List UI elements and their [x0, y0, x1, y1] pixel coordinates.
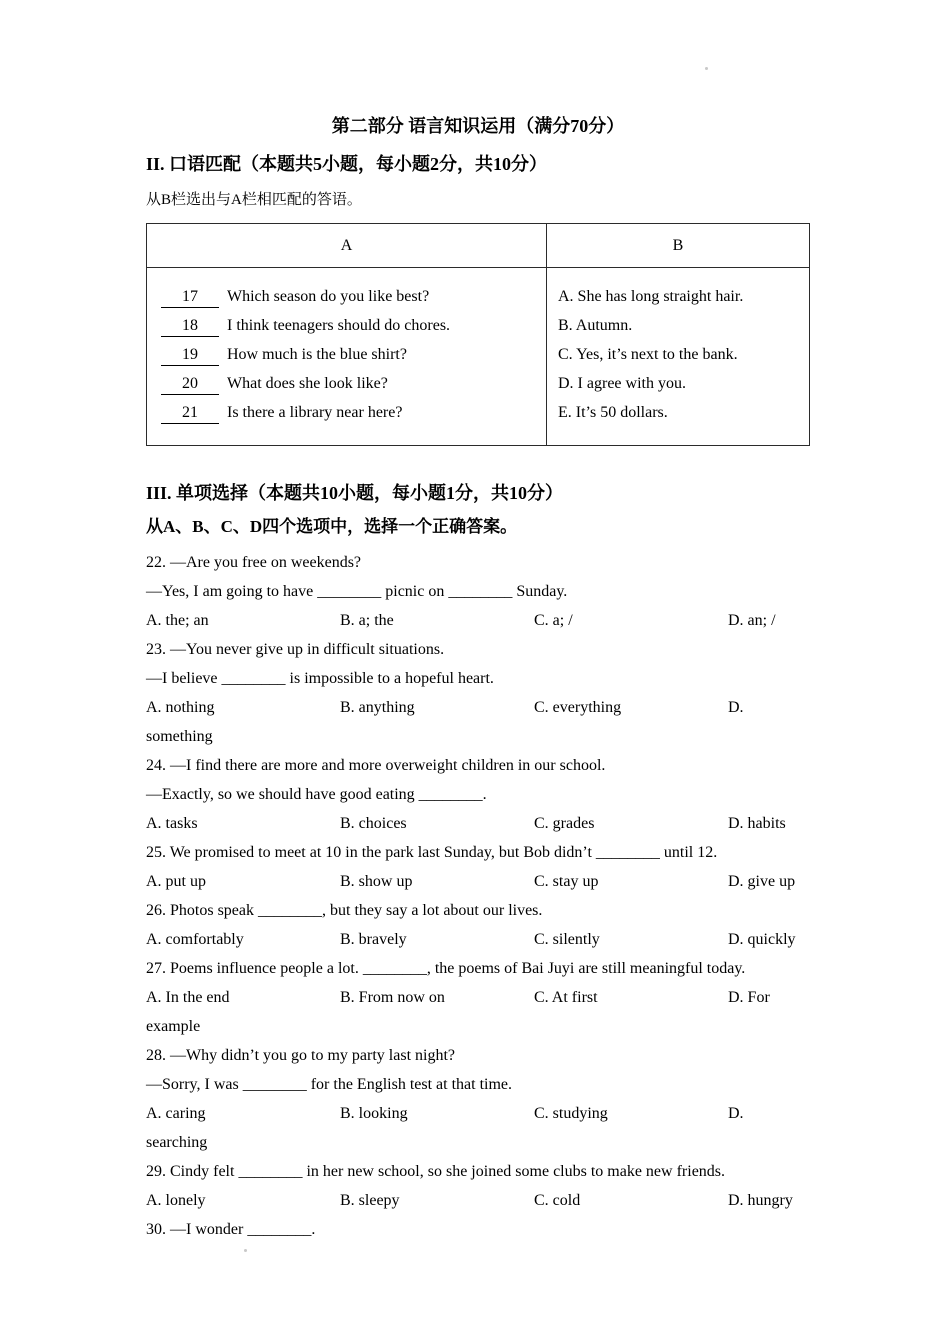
option-a: A. nothing: [146, 699, 215, 716]
match-answer: E. It’s 50 dollars.: [558, 404, 668, 421]
options-row: [146, 693, 810, 722]
match-question-text: Is there a library near here?: [227, 404, 403, 421]
option-b: B. show up: [340, 873, 413, 890]
question-stem-line: 23. —You never give up in difficult situations.: [146, 641, 445, 658]
question-stem-line: 27. Poems influence people a lot. ________, the poems of Bai Juyi are still meaningful today.: [146, 960, 746, 977]
question-stem-line: 25. We promised to meet at 10 in the park last Sunday, but Bob didn’t ________ until 12.: [146, 844, 718, 861]
option-d: D.: [728, 699, 744, 716]
column-b-header: B: [547, 224, 810, 268]
option-d: D. For: [728, 989, 770, 1006]
option-a: A. lonely: [146, 1192, 206, 1209]
section3-instruction: 从A、B、C、D四个选项中，选择一个正确答案。: [146, 517, 518, 536]
question-22: [146, 548, 810, 635]
option-c: C. a; /: [534, 612, 573, 629]
section2-heading: II. 口语匹配（本题共5小题，每小题2分，共10分）: [146, 154, 548, 174]
question-25: [146, 838, 810, 896]
table-header-row: [147, 224, 810, 268]
question-stem-line: 22. —Are you free on weekends?: [146, 554, 362, 571]
option-d: D. habits: [728, 815, 786, 832]
option-b: B. anything: [340, 699, 415, 716]
answer-blank: 19: [161, 345, 219, 366]
option-a: A. put up: [146, 873, 206, 890]
match-question-text: How much is the blue shirt?: [227, 346, 407, 363]
section2-instruction: 从B栏选出与A栏相匹配的答语。: [146, 192, 362, 208]
option-c: C. cold: [534, 1192, 581, 1209]
matching-table: [146, 223, 810, 446]
option-b: B. a; the: [340, 612, 394, 629]
scan-artifact-dot: [705, 67, 708, 70]
option-c: C. grades: [534, 815, 595, 832]
question-24: [146, 751, 810, 838]
match-question: [161, 340, 538, 369]
question-stem-line: —Yes, I am going to have ________ picnic on ________ Sunday.: [146, 583, 568, 600]
question-26: [146, 896, 810, 954]
question-stem-line: 29. Cindy felt ________ in her new school, so she joined some clubs to make new friends.: [146, 1163, 726, 1180]
option-c: C. studying: [534, 1105, 608, 1122]
question-29: [146, 1157, 810, 1215]
option-c: C. silently: [534, 931, 600, 948]
options-row: [146, 1186, 810, 1215]
question-30: [146, 1215, 810, 1244]
option-c: C. everything: [534, 699, 622, 716]
question-stem-line: 28. —Why didn’t you go to my party last night?: [146, 1047, 456, 1064]
question-stem-line: —Sorry, I was ________ for the English test at that time.: [146, 1076, 513, 1093]
option-b: B. looking: [340, 1105, 408, 1122]
answer-blank: 21: [161, 403, 219, 424]
question-stem-line: 30. —I wonder ________.: [146, 1221, 316, 1238]
match-question-text: What does she look like?: [227, 375, 388, 392]
answer-blank: 18: [161, 316, 219, 337]
match-question: [161, 398, 538, 427]
option-a: A. In the end: [146, 989, 230, 1006]
answer-blank: 20: [161, 374, 219, 395]
match-question: [161, 282, 538, 311]
option-d: D.: [728, 1105, 744, 1122]
section3-heading: III. 单项选择（本题共10小题，每小题1分，共10分）: [146, 483, 564, 503]
option-b: B. bravely: [340, 931, 407, 948]
option-d: D. hungry: [728, 1192, 793, 1209]
question-stem-line: —I believe ________ is impossible to a hopeful heart.: [146, 670, 494, 687]
options-row: [146, 606, 810, 635]
question-28: [146, 1041, 810, 1157]
question-stem-line: 26. Photos speak ________, but they say a lot about our lives.: [146, 902, 543, 919]
column-a-header: A: [147, 224, 547, 268]
option-a: A. caring: [146, 1105, 206, 1122]
options-row: [146, 983, 810, 1012]
option-b: B. From now on: [340, 989, 445, 1006]
options-row: [146, 809, 810, 838]
match-answer: D. I agree with you.: [558, 375, 686, 392]
option-d-overflow: something: [146, 728, 213, 745]
table-body-row: [147, 268, 810, 446]
match-answer: A. She has long straight hair.: [558, 288, 744, 305]
option-c: C. stay up: [534, 873, 599, 890]
answer-blank: 17: [161, 287, 219, 308]
match-answer: B. Autumn.: [558, 317, 633, 334]
column-b-cell: [547, 268, 810, 446]
options-row: [146, 1099, 810, 1128]
column-a-cell: [147, 268, 547, 446]
match-question-text: I think teenagers should do chores.: [227, 317, 451, 334]
question-stem-line: 24. —I find there are more and more overweight children in our school.: [146, 757, 606, 774]
option-a: A. tasks: [146, 815, 198, 832]
option-d: D. an; /: [728, 612, 776, 629]
option-d-overflow: searching: [146, 1134, 208, 1151]
match-question: [161, 369, 538, 398]
options-row: [146, 925, 810, 954]
match-question: [161, 311, 538, 340]
part-title: 第二部分 语言知识运用（满分70分）: [331, 116, 625, 136]
option-b: B. sleepy: [340, 1192, 400, 1209]
option-d: D. quickly: [728, 931, 796, 948]
match-answer: C. Yes, it’s next to the bank.: [558, 346, 738, 363]
question-27: [146, 954, 810, 1041]
option-a: A. comfortably: [146, 931, 244, 948]
question-stem-line: —Exactly, so we should have good eating ________.: [146, 786, 487, 803]
match-question-text: Which season do you like best?: [227, 288, 430, 305]
option-d: D. give up: [728, 873, 796, 890]
option-b: B. choices: [340, 815, 407, 832]
option-d-overflow: example: [146, 1018, 201, 1035]
scan-artifact-dot: [244, 1249, 247, 1252]
option-a: A. the; an: [146, 612, 209, 629]
options-row: [146, 867, 810, 896]
question-23: [146, 635, 810, 751]
option-c: C. At first: [534, 989, 598, 1006]
